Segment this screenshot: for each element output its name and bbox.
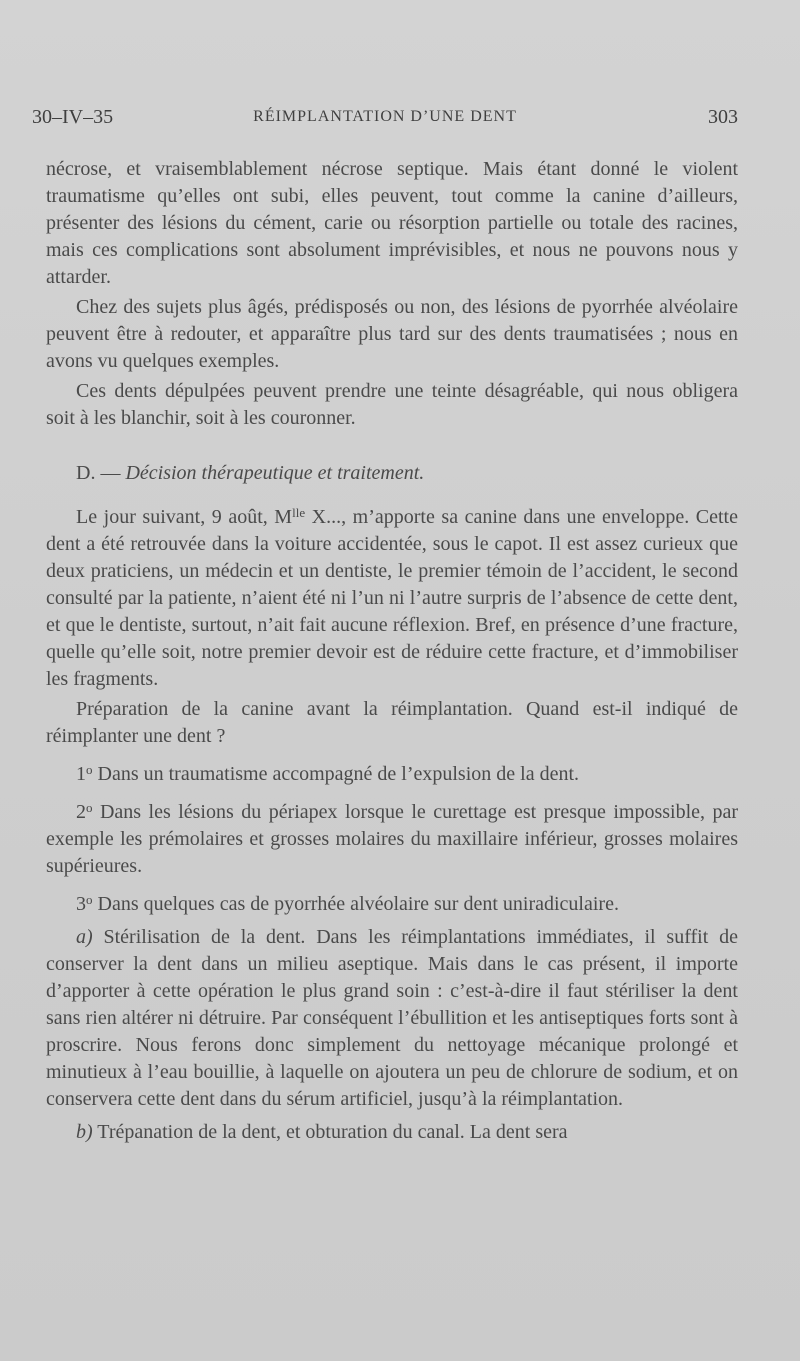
superscript-lle: lle bbox=[292, 505, 306, 520]
list-item-3 bbox=[46, 886, 738, 918]
list-item-1 bbox=[46, 756, 738, 788]
paragraph-1: nécrose, et vraisemblablement nécrose septique. Mais étant donné le violent traumatisme qu’elles ont subi, elles peuvent, tout comme la canine d’ailleurs, présenter des lésions du cément, carie ou résorption partielle ou totale des racines, mais ces complications sont absolument imprévisibles, et nous ne pouvons nous y attarder. bbox=[46, 158, 738, 288]
header-date: 30–IV–35 bbox=[32, 106, 114, 128]
sub-item-text: Trépanation de la dent, et obturation du canal. La dent sera bbox=[92, 1121, 568, 1143]
ordinal-mark: o bbox=[86, 800, 93, 815]
list-number: 2 bbox=[76, 801, 86, 823]
sub-item-text: Stérilisation de la dent. Dans les réimplantations immédiates, il suffit de conserver la dent dans un milieu aseptique. Mais dans le cas présent, il importe d’apporter à cette opération le plus grand soin : c’est-à-dire il faut stériliser la dent sans rien altérer ni détruire. Par conséquent l’ébullition et les antiseptiques forts sont à proscrire. Nous ferons donc simplement du nettoyage mécanique prolongé et minutieux à l’eau bouillie, à laquelle on ajoutera un peu de chlorure de sodium, et on conservera cette dent dans du sérum artificiel, jusqu’à la réimplantation. bbox=[46, 926, 738, 1110]
ordinal-mark: o bbox=[86, 892, 93, 907]
list-text: Dans les lésions du périapex lorsque le curettage est presque impossible, par exemple les prémolaires et grosses molaires du maxillaire inférieur, grosses molaires supérieures. bbox=[46, 801, 738, 877]
paragraph-4-start: Le jour suivant, 9 août, M bbox=[76, 506, 293, 528]
sub-item-b bbox=[46, 1119, 738, 1146]
paragraph-3: Ces dents dépulpées peuvent prendre une teinte désagréable, qui nous obligera soit à les blanchir, soit à les couronner. bbox=[46, 380, 738, 429]
list-text: Dans quelques cas de pyorrhée alvéolaire sur dent uniradiculaire. bbox=[92, 893, 619, 915]
sub-item-a bbox=[46, 924, 738, 1113]
list-item-2 bbox=[46, 794, 738, 880]
list-number: 3 bbox=[76, 893, 86, 915]
body-text bbox=[46, 156, 738, 1149]
page-number: 303 bbox=[708, 106, 738, 128]
section-letter: D. — bbox=[76, 462, 126, 484]
list-number: 1 bbox=[76, 763, 86, 785]
list-text: Dans un traumatisme accompagné de l’expulsion de la dent. bbox=[92, 763, 580, 785]
sub-item-marker: b) bbox=[76, 1121, 93, 1143]
ordinal-mark: o bbox=[86, 762, 93, 777]
sub-item-marker: a) bbox=[76, 926, 93, 948]
section-title: Décision thérapeutique et traitement. bbox=[125, 462, 425, 484]
paragraph-4 bbox=[46, 499, 738, 693]
paragraph-2: Chez des sujets plus âgés, prédisposés ou non, des lésions de pyorrhée alvéolaire peuvent être à redouter, et apparaître plus tard sur des dents traumatisées ; nous en avons vu quelques exemples. bbox=[46, 296, 738, 372]
section-heading bbox=[46, 460, 738, 487]
header-title: RÉIMPLANTATION D’UNE DENT bbox=[253, 108, 517, 125]
paragraph-5: Préparation de la canine avant la réimplantation. Quand est-il indiqué de réimplanter une dent ? bbox=[46, 698, 738, 747]
paragraph-4-rest: X..., m’apporte sa canine dans une enveloppe. Cette dent a été retrouvée dans la voiture accidentée, sous le capot. Il est assez curieux que deux praticiens, un médecin et un dentiste, le premier témoin de l’accident, le second consulté par la patiente, n’aient été ni l’un ni l’autre surpris de l’absence de cette dent, et que le dentiste, surtout, n’ait fait aucune réflexion. Bref, en présence d’une fracture, quelle qu’elle soit, notre premier devoir est de réduire cette fracture, et d’immobiliser les fragments. bbox=[46, 506, 738, 690]
